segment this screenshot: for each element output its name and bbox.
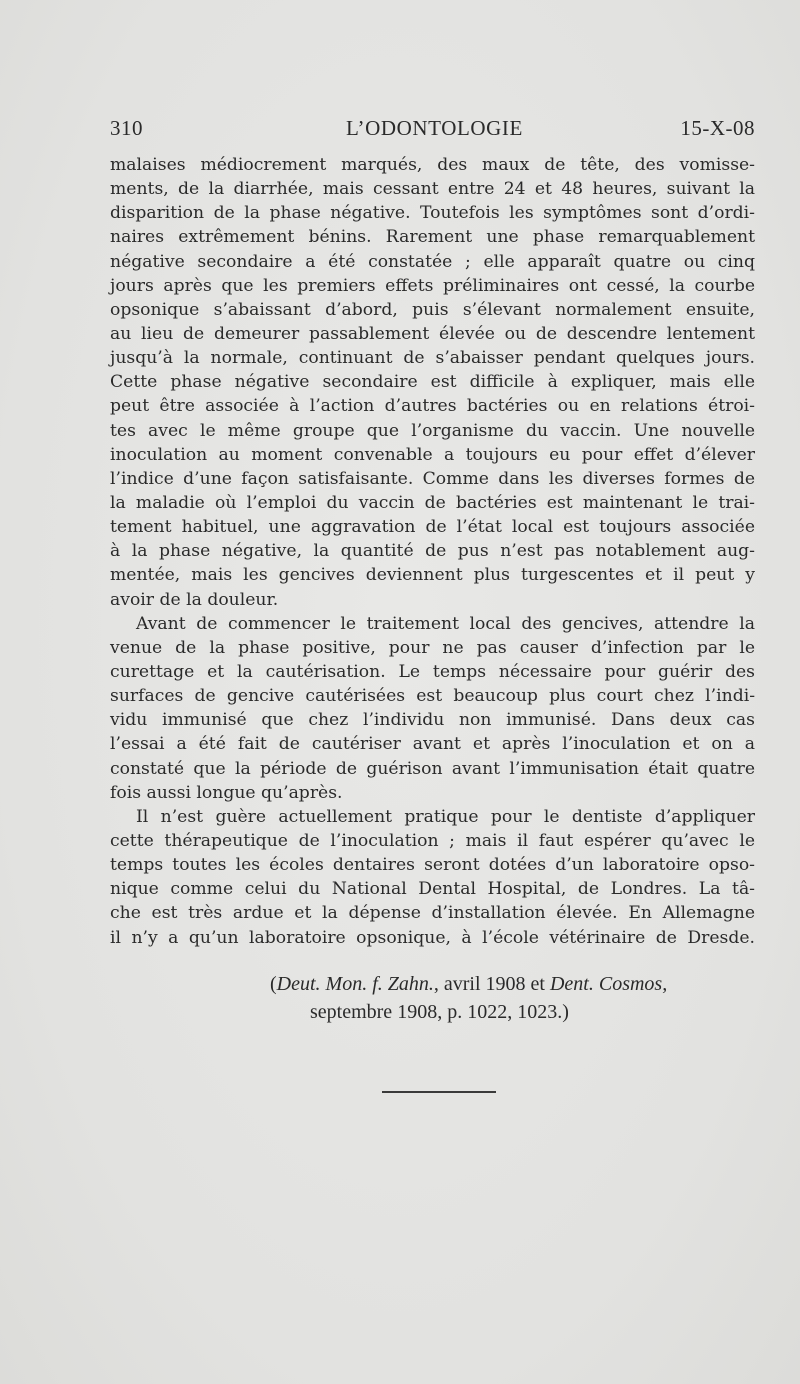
text-line: che est très ardue et la dépense d’installation élevée. En Allemagne [110,903,755,924]
text-line: venue de la phase positive, pour ne pas causer d’infection par le [110,637,755,658]
text-line: Il n’est guère actuellement pratique pour le dentiste d’appliquer [136,806,755,827]
citation-line-2: septembre 1908, p. 1022, 1023.) [310,1001,569,1023]
text-line: l’indice d’une façon satisfaisante. Comme dans les diverses formes de [110,468,755,489]
text-line: tement habituel, une aggravation de l’état local est toujours associée [110,517,755,538]
text-line: Cette phase négative secondaire est difficile à expliquer, mais elle [110,372,755,393]
text-line: opsonique s’abaissant d’abord, puis s’élevant normalement ensuite, [110,299,755,320]
citation-mid: , avril 1908 et [433,973,550,995]
page-number: 310 [110,116,143,140]
citation-line [110,970,755,998]
text-line: temps toutes les écoles dentaires seront dotées d’un laboratoire opso- [110,855,755,876]
section-divider [382,1091,496,1093]
citation-source-2: Dent. Cosmos, [549,973,668,995]
text-line: cette thérapeutique de l’inoculation ; mais il faut espérer qu’avec le [110,830,755,851]
text-line: peut être associée à l’action d’autres bactéries ou en relations étroi- [110,396,755,417]
text-line: il n’y a qu’un laboratoire opsonique, à l’école vétérinaire de Dresde. [110,927,755,948]
text-line: tes avec le même groupe que l’organisme du vaccin. Une nouvelle [110,420,755,441]
text-line: la maladie où l’emploi du vaccin de bactéries est maintenant le trai- [110,492,755,513]
text-line: naires extrêmement bénins. Rarement une phase remarquablement [110,227,755,248]
text-line: malaises médiocrement marqués, des maux de tête, des vomisse- [110,155,755,175]
text-line: fois aussi longue qu’après. [110,782,343,803]
text-line: avoir de la douleur. [110,589,279,610]
text-line: curettage et la cautérisation. Le temps nécessaire pour guérir des [110,661,755,682]
running-header [110,116,755,146]
issue-date: 15-X-08 [680,116,755,140]
text-line: constaté que la période de guérison avant l’immunisation était quatre [110,758,755,779]
text-line: Avant de commencer le traitement local des gencives, attendre la [136,613,755,634]
citation-open: ( [270,973,277,995]
text-line: négative secondaire a été constatée ; elle apparaît quatre ou cinq [110,251,755,272]
journal-title: L’ODONTOLOGIE [346,116,523,140]
body-text [110,153,755,950]
text-line: vidu immunisé que chez l’individu non immunisé. Dans deux cas [110,710,755,731]
text-line: mentée, mais les gencives deviennent plus turgescentes et il peut y [110,565,755,586]
text-line: au lieu de demeurer passablement élevée ou de descendre lentement [110,323,755,344]
text-line: jours après que les premiers effets préliminaires ont cessé, la courbe [110,275,755,296]
text-line: l’essai a été fait de cautériser avant et après l’inoculation et on a [110,734,755,755]
text-line: ments, de la diarrhée, mais cessant entre 24 et 48 heures, suivant la [110,179,755,200]
text-line: inoculation au moment convenable a toujours eu pour effet d’élever [110,444,755,465]
text-line: jusqu’à la normale, continuant de s’abaisser pendant quelques jours. [110,348,755,369]
text-line: surfaces de gencive cautérisées est beaucoup plus court chez l’indi- [110,686,755,707]
text-line: à la phase négative, la quantité de pus n’est pas notablement aug- [110,541,755,562]
citation-source-1: Deut. Mon. f. Zahn. [276,973,434,995]
citation [110,970,755,1026]
text-line: nique comme celui du National Dental Hospital, de Londres. La tâ- [110,879,755,900]
text-line: disparition de la phase négative. Toutefois les symptômes sont d’ordi- [110,203,755,224]
